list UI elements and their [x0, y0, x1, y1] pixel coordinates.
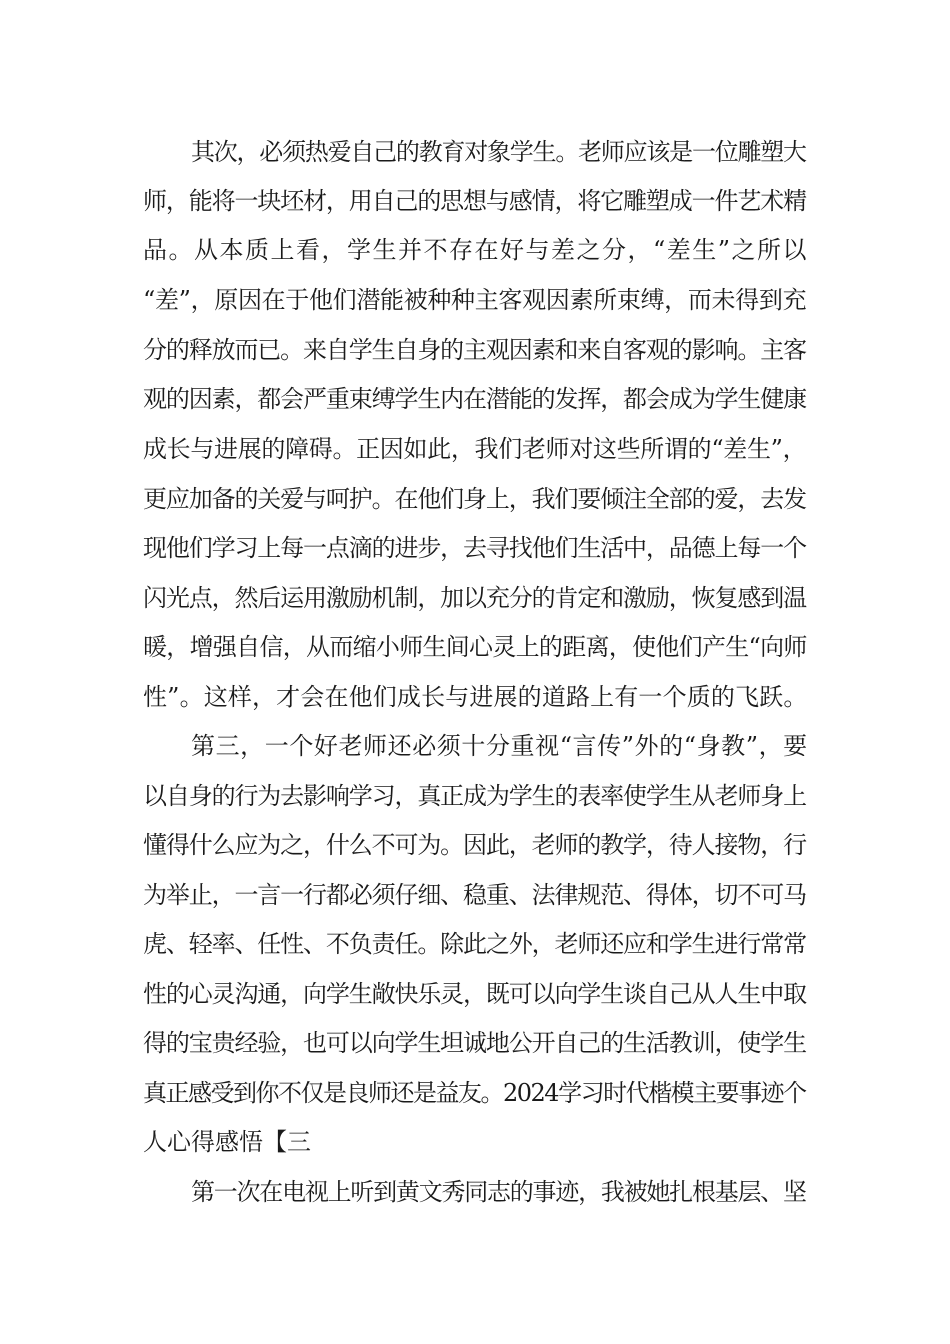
text-line: 以自身的行为去影响学习，真正成为学生的表率使学生从老师身上 — [143, 782, 806, 810]
text-line: “差”，原因在于他们潜能被种种主客观因素所束缚，而未得到充 — [143, 286, 807, 314]
text-line: 为举止，一言一行都必须仔细、稳重、法律规范、得体，切不可马 — [143, 881, 806, 909]
text-line: 分的释放而已。来自学生自身的主观因素和来自客观的影响。主客 — [143, 336, 806, 364]
text-line: 品。从本质上看，学生并不存在好与差之分，“差生”之所以 — [143, 236, 809, 264]
text-line: 人心得感悟【三 — [143, 1128, 311, 1156]
text-line: 得的宝贵经验，也可以向学生坦诚地公开自己的生活教训，使学生 — [143, 1029, 806, 1057]
text-line: 真正感受到你不仅是良师还是益友。2024学习时代楷模主要事迹个 — [143, 1079, 806, 1107]
text-line: 现他们学习上每一点滴的进步，去寻找他们生活中，品德上每一个 — [143, 534, 806, 562]
text-line: 暖，增强自信，从而缩小师生间心灵上的距离，使他们产生“向师 — [143, 633, 807, 661]
text-line: 更应加备的关爱与呵护。在他们身上，我们要倾注全部的爱，去发 — [143, 485, 806, 513]
text-line: 虎、轻率、任性、不负责任。除此之外，老师还应和学生进行常常 — [143, 930, 806, 958]
text-line: 观的因素，都会严重束缚学生内在潜能的发挥，都会成为学生健康 — [143, 385, 806, 413]
text-line: 懂得什么应为之，什么不可为。因此，老师的教学，待人接物，行 — [143, 831, 806, 859]
text-line: 其次，必须热爱自己的教育对象学生。老师应该是一位雕塑大 — [191, 138, 806, 166]
text-line: 性”。这样，才会在他们成长与进展的道路上有一个质的飞跃。 — [143, 683, 808, 711]
text-line: 成长与进展的障碍。正因如此，我们老师对这些所谓的“差生”， — [143, 435, 807, 463]
text-line: 闪光点，然后运用激励机制，加以充分的肯定和激励，恢复感到温 — [143, 584, 806, 612]
text-line: 第一次在电视上听到黄文秀同志的事迹，我被她扎根基层、坚 — [191, 1178, 806, 1206]
text-line: 师，能将一块坯材，用自己的思想与感情，将它雕塑成一件艺术精 — [143, 187, 806, 215]
text-line: 第三，一个好老师还必须十分重视“言传”外的“身教”，要 — [191, 732, 808, 760]
text-line: 性的心灵沟通，向学生敞快乐灵，既可以向学生谈自己从人生中取 — [143, 980, 806, 1008]
